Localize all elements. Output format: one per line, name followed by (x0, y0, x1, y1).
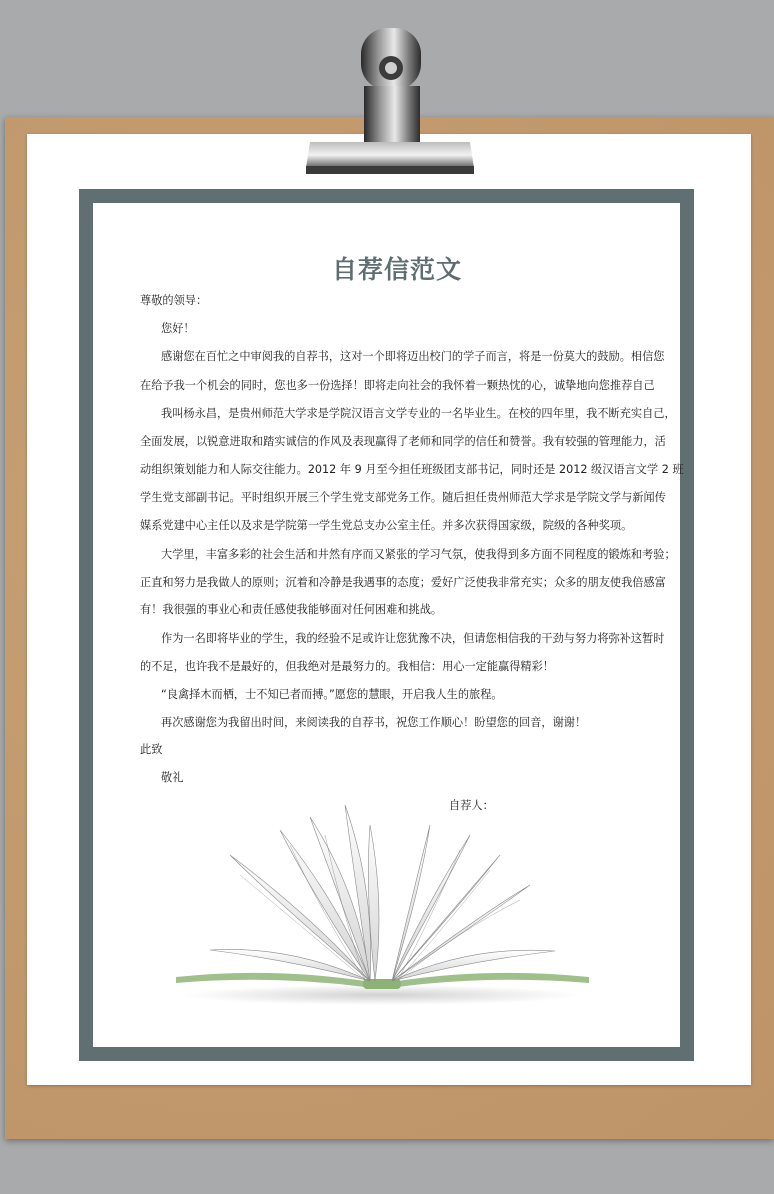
binder-clip-icon (306, 24, 474, 176)
paragraph-line: 再次感谢您为我留出时间，来阅读我的自荐书，祝您工作顺心！盼望您的回音，谢谢！ (161, 716, 587, 729)
greeting: 您好！ (161, 322, 195, 335)
page-title: 自荐信范文 (331, 255, 462, 284)
closing-jingli: 敬礼 (161, 771, 184, 784)
closing-cizhi: 此致 (140, 743, 163, 756)
paragraph-line: 大学里，丰富多彩的社会生活和井然有序而又紧张的学习气氛，使我得到多方面不同程度的锻炼和考验； (161, 548, 676, 561)
paragraph-line: 全面发展，以锐意进取和踏实诚信的作风及表现赢得了老师和同学的信任和赞誉。我有较强的管理能力，活 (140, 435, 666, 448)
signature-label: 自荐人： (449, 799, 494, 812)
open-book-icon (170, 795, 595, 1005)
quote-line: “良禽择木而栖，士不知已者而搏。”愿您的慧眼，开启我人生的旅程。 (161, 688, 503, 701)
paragraph-line: 媒系党建中心主任以及求是学院第一学生党总支办公室主任。并多次获得国家级，院级的各种奖项。 (140, 519, 633, 532)
paragraph-line: 我叫杨永昌，是贵州师范大学求是学院汉语言文学专业的一名毕业生。在校的四年里，我不断充实自己， (161, 407, 676, 420)
paragraph-line: 学生党支部副书记。平时组织开展三个学生党支部党务工作。随后担任贵州师范大学求是学院文学与新闻传 (140, 491, 666, 504)
paragraph-line: 有！我很强的事业心和责任感使我能够面对任何困难和挑战。 (140, 603, 443, 616)
salutation: 尊敬的领导： (140, 294, 208, 307)
paragraph-line: 感谢您在百忙之中审阅我的自荐书，这对一个即将迈出校门的学子而言，将是一份莫大的鼓励。相信您 (161, 350, 665, 363)
paragraph-line: 的不足，也许我不是最好的，但我绝对是最努力的。我相信：用心一定能赢得精彩！ (140, 660, 554, 673)
paragraph-line: 正直和努力是我做人的原则；沉着和冷静是我遇事的态度；爱好广泛使我非常充实；众多的朋友使我倍感富 (140, 576, 666, 589)
paragraph-line: 在给予我一个机会的同时，您也多一份选择！即将走向社会的我怀着一颗热忱的心，诚挚地向您推荐自己 (140, 379, 655, 392)
paragraph-line: 作为一名即将毕业的学生，我的经验不足或许让您犹豫不决，但请您相信我的干劲与努力将弥补这暂时 (161, 632, 665, 645)
paragraph-line: 动组织策划能力和人际交往能力。2012 年 9 月至今担任班级团支部书记，同时还是 2012 级汉语言文学 2 班 (140, 463, 684, 476)
